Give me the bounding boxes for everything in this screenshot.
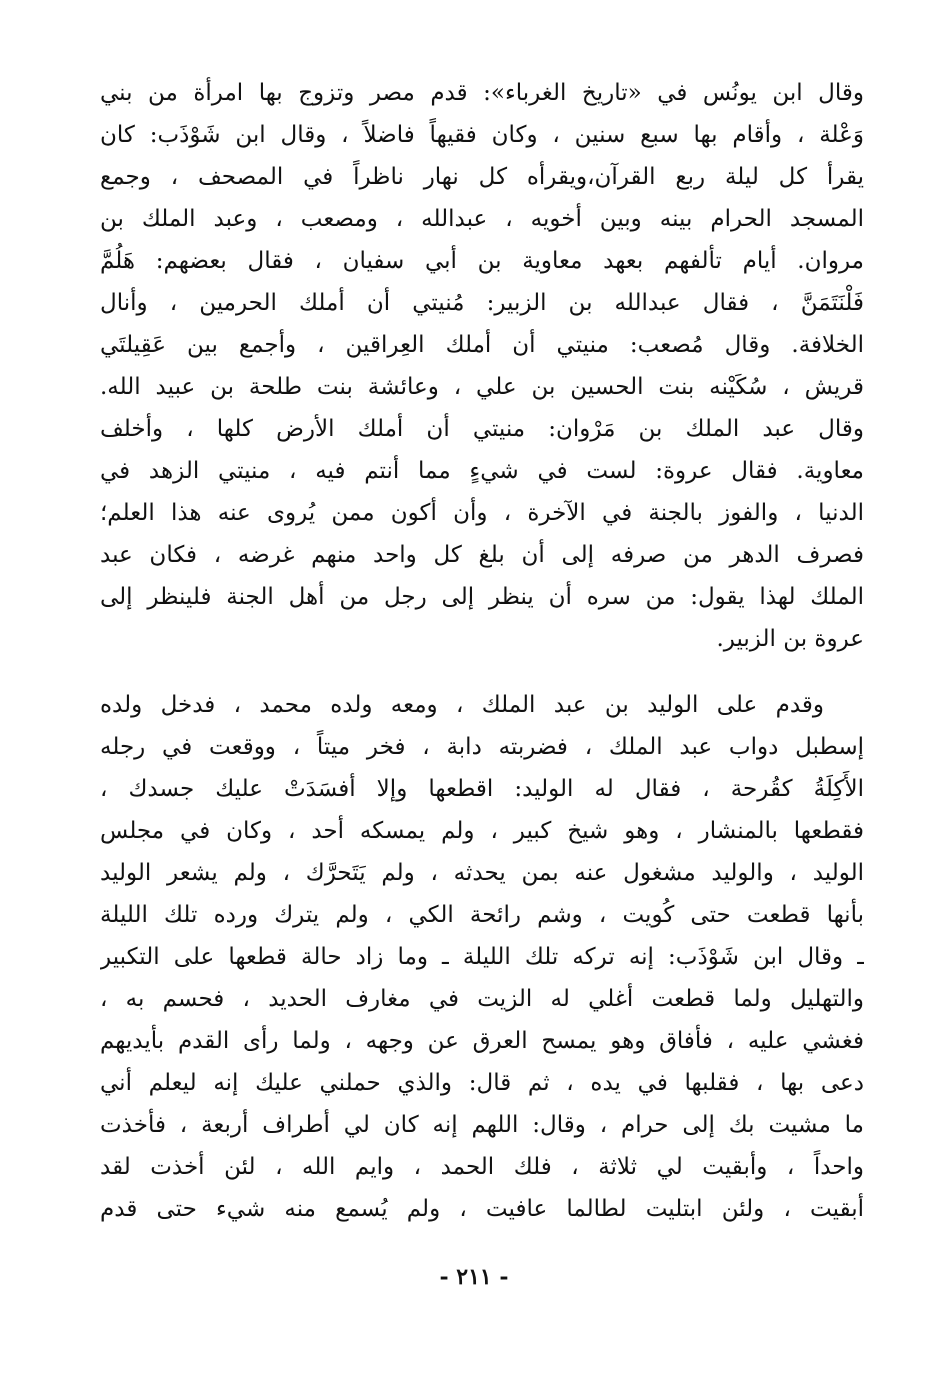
text-line: ما مشيت بك إلى حرام ، وقال: اللهم إنه كان لي أطراف أربعة ، فأخذت: [100, 1112, 864, 1138]
text-line: الملك لهذا يقول: من سره أن ينظر إلى رجل من أهل الجنة فلينظر إلى: [100, 584, 864, 610]
text-line: عروة بن الزبير.: [716, 626, 864, 652]
text-line: فصرف الدهر من صرفه إلى أن بلغ كل واحد منهم غرضه ، فكان عبد: [100, 542, 864, 568]
page-number: - ٢١١ -: [439, 1264, 509, 1290]
text-line: وَعْلة ، وأقام بها سبع سنين ، وكان فقيهاً فاضلاً ، وقال ابن شَوْذَب: كان: [100, 122, 864, 148]
paragraph-2: [100, 684, 864, 1230]
text-line: معاوية. فقال عروة: لست في شيءٍ مما أنتم فيه ، منيتي الزهد في: [100, 458, 864, 484]
text-line: الخلافة. وقال مُصعب: منيتي أن أملك العِراقين ، وأجمع بين عَقِيلتَي: [100, 332, 864, 358]
text-line: بأنها قطعت حتى كُويت ، وشم رائحة الكي ، ولم يترك ورده تلك الليلة: [100, 902, 864, 928]
text-line: دعى بها ، فقلبها في يده ، ثم قال: والذي حملني عليك إنه ليعلم أني: [100, 1070, 864, 1096]
text-line: فقطعها بالمنشار ، وهو شيخ كبير ، ولم يمسكه أحد ، وكان في مجلس: [100, 818, 864, 844]
text-line: فَلْنَتَمَنَّ ، فقال عبدالله بن الزبير: مُنيتي أن أملك الحرمين ، وأنال: [100, 290, 864, 316]
paragraph-1: [100, 72, 864, 660]
text-line: ـ وقال ابن شَوْذَب: إنه تركه تلك الليلة ـ وما زاد حالة قطعها على التكبير: [100, 944, 864, 970]
text-line: مروان. أيام تألفهم بعهد معاوية بن أبي سفيان ، فقال بعضهم: هَلُمَّ: [100, 248, 864, 274]
text-line: واحداً ، وأبقيت لي ثلاثة ، فلك الحمد ، وايم الله ، لئن أخذت لقد: [100, 1154, 864, 1180]
text-line: فغشي عليه ، فأفاق وهو يمسح العرق عن وجهه ، ولما رأى القدم بأيديهم: [100, 1028, 864, 1054]
text-line: يقرأ كل ليلة ربع القرآن،ويقرأه كل نهار ناظراً في المصحف ، وجمع: [100, 164, 864, 190]
text-line: إسطبل دواب عبد الملك ، فضربته دابة ، فخر ميتاً ، ووقعت في رجله: [100, 734, 864, 760]
text-line: وقدم على الوليد بن عبد الملك ، ومعه ولده محمد ، فدخل ولده: [100, 692, 824, 718]
text-line: قريش ، سُكَيْنه بنت الحسين بن علي ، وعائشة بنت طلحة بن عبيد الله.: [100, 374, 864, 400]
text-line: الدنيا ، والفوز بالجنة في الآخرة ، وأن أكون ممن يُروى عنه هذا العلم؛: [100, 500, 864, 526]
text-line: وقال ابن يونُس في «تاريخ الغرباء»: قدم مصر وتزوج بها امرأة من بني: [100, 80, 864, 106]
text-line: المسجد الحرام بينه وبين أخويه ، عبدالله ، ومصعب ، وعبد الملك بن: [100, 206, 864, 232]
text-line: أبقيت ، ولئن ابتليت لطالما عافيت ، ولم يُسمع منه شيء حتى قدم: [100, 1196, 864, 1222]
text-line: الأَكِلَةُ كقُرحة ، فقال له الوليد: اقطعها وإلا أفسَدَتْ عليك جسدك ،: [100, 776, 864, 802]
text-line: الوليد ، والوليد مشغول عنه بمن يحدثه ، ولم يَتَحرَّك ، ولم يشعر الوليد: [100, 860, 864, 886]
body-text: [100, 72, 864, 1230]
text-line: وقال عبد الملك بن مَرْوان: منيتي أن أملك الأرض كلها ، وأخلف: [100, 416, 864, 442]
text-line: والتهليل ولما قطعت أغلي له الزيت في مغارف الحديد ، فحسم به ،: [100, 986, 864, 1012]
paragraph-gap: [100, 660, 864, 684]
